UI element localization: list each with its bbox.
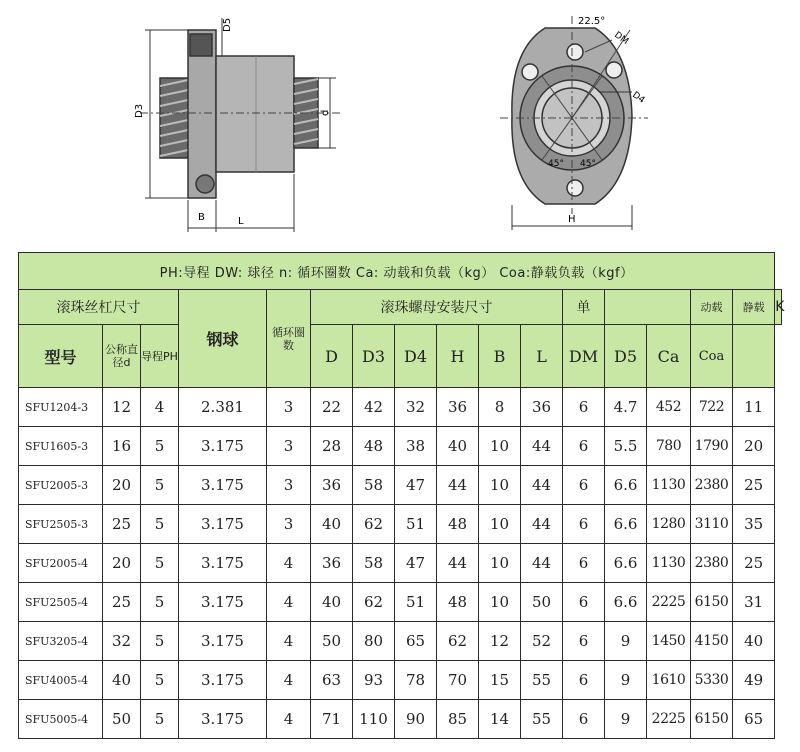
cell-ph: 5 <box>141 700 179 739</box>
cell-ball: 3.175 <box>179 622 267 661</box>
label-d: d <box>320 109 331 116</box>
cell-ca: 1280 <box>647 505 691 544</box>
header-col-Ca: Ca <box>647 325 691 388</box>
cell-b: 8 <box>479 388 521 427</box>
cell-ca: 1610 <box>647 661 691 700</box>
cell-coa: 5330 <box>691 661 733 700</box>
cell-n: 4 <box>267 700 311 739</box>
cell-d4: 47 <box>395 466 437 505</box>
cell-n: 4 <box>267 661 311 700</box>
cell-h: 44 <box>437 466 479 505</box>
cell-n: 3 <box>267 505 311 544</box>
cell-h: 70 <box>437 661 479 700</box>
header-col-D5: D5 <box>605 325 647 388</box>
cell-d4: 47 <box>395 544 437 583</box>
cell-d3: 93 <box>353 661 395 700</box>
cell-ca: 2225 <box>647 583 691 622</box>
cell-model: SFU2505-4 <box>19 583 103 622</box>
cell-d: 50 <box>103 700 141 739</box>
header-col-Coa: Coa <box>691 325 733 388</box>
header-dynamic: 动载 <box>691 290 733 325</box>
cell-l: 55 <box>521 700 563 739</box>
cell-l: 44 <box>521 505 563 544</box>
cell-coa: 6150 <box>691 583 733 622</box>
cell-k: 11 <box>733 388 775 427</box>
cell-ball: 3.175 <box>179 505 267 544</box>
cell-ball: 3.175 <box>179 700 267 739</box>
cell-d4: 90 <box>395 700 437 739</box>
cell-h: 36 <box>437 388 479 427</box>
table-row <box>19 427 782 466</box>
cell-dm: 6 <box>563 700 605 739</box>
cell-ph: 4 <box>141 388 179 427</box>
cell-dm: 6 <box>563 466 605 505</box>
cell-b: 10 <box>479 466 521 505</box>
header-circuits: 循环圈数 <box>267 290 311 388</box>
cell-ball: 2.381 <box>179 388 267 427</box>
cell-model: SFU1204-3 <box>19 388 103 427</box>
cell-k: 25 <box>733 544 775 583</box>
label-angle-right: 45° <box>580 159 596 169</box>
label-b: B <box>198 212 205 223</box>
cell-ball: 3.175 <box>179 544 267 583</box>
table-row <box>19 505 782 544</box>
cell-ca: 1450 <box>647 622 691 661</box>
header-col-H: H <box>437 325 479 388</box>
cell-ph: 5 <box>141 466 179 505</box>
table-row <box>19 583 782 622</box>
cell-ph: 5 <box>141 583 179 622</box>
label-l: L <box>238 216 244 227</box>
label-dm: DM <box>612 30 631 47</box>
cell-d: 32 <box>103 622 141 661</box>
cell-d: 36 <box>311 466 353 505</box>
cell-d3: 110 <box>353 700 395 739</box>
spec-table <box>18 252 785 739</box>
cell-d: 16 <box>103 427 141 466</box>
label-angle-left: 45° <box>548 159 564 169</box>
cell-model: SFU1605-3 <box>19 427 103 466</box>
header-unit: 单 <box>563 290 605 325</box>
cell-k: 31 <box>733 583 775 622</box>
label-h: H <box>568 214 576 225</box>
cell-ph: 5 <box>141 427 179 466</box>
cell-d: 25 <box>103 505 141 544</box>
label-angle-top: 22.5° <box>578 16 606 27</box>
label-d3: D3 <box>134 103 145 118</box>
cell-h: 44 <box>437 544 479 583</box>
cell-n: 3 <box>267 427 311 466</box>
cell-ball: 3.175 <box>179 466 267 505</box>
cell-l: 44 <box>521 466 563 505</box>
table-caption: PH:导程 DW: 球径 n: 循环圈数 Ca: 动载和负载（kg） Coa:静载负载（kgf） <box>19 253 775 290</box>
cell-model: SFU2005-4 <box>19 544 103 583</box>
cell-coa: 3110 <box>691 505 733 544</box>
cell-d3: 58 <box>353 466 395 505</box>
cell-l: 50 <box>521 583 563 622</box>
cell-ca: 1130 <box>647 544 691 583</box>
cell-l: 44 <box>521 427 563 466</box>
cell-model: SFU2505-3 <box>19 505 103 544</box>
cell-coa: 4150 <box>691 622 733 661</box>
cell-b: 10 <box>479 583 521 622</box>
cell-n: 4 <box>267 622 311 661</box>
label-d4: D4 <box>630 90 647 106</box>
cell-b: 10 <box>479 505 521 544</box>
table-body <box>19 388 782 739</box>
cell-ph: 5 <box>141 505 179 544</box>
cell-d: 25 <box>103 583 141 622</box>
label-d5: D5 <box>222 17 233 32</box>
header-col-K-blank <box>733 325 775 388</box>
cell-d4: 65 <box>395 622 437 661</box>
cell-d: 22 <box>311 388 353 427</box>
header-col-D3: D3 <box>353 325 395 388</box>
cell-dm: 6 <box>563 544 605 583</box>
cell-dm: 6 <box>563 622 605 661</box>
cell-l: 52 <box>521 622 563 661</box>
header-col-D: D <box>311 325 353 388</box>
header-screw-group: 滚珠丝杠尺寸 <box>19 290 179 325</box>
cell-d5: 5.5 <box>605 427 647 466</box>
header-model: 型号 <box>19 325 103 388</box>
cell-model: SFU2005-3 <box>19 466 103 505</box>
cell-d4: 51 <box>395 505 437 544</box>
cell-d: 40 <box>103 661 141 700</box>
cell-d: 40 <box>311 505 353 544</box>
cell-coa: 2380 <box>691 466 733 505</box>
cell-h: 85 <box>437 700 479 739</box>
cell-k: 25 <box>733 466 775 505</box>
cell-d3: 62 <box>353 505 395 544</box>
cell-model: SFU5005-4 <box>19 700 103 739</box>
cell-d4: 32 <box>395 388 437 427</box>
cell-h: 48 <box>437 583 479 622</box>
cell-b: 14 <box>479 700 521 739</box>
cell-dm: 6 <box>563 505 605 544</box>
header-k: K <box>775 290 782 325</box>
cell-l: 36 <box>521 388 563 427</box>
cell-ca: 452 <box>647 388 691 427</box>
cell-d: 12 <box>103 388 141 427</box>
cell-d5: 6.6 <box>605 466 647 505</box>
cell-d4: 78 <box>395 661 437 700</box>
cell-dm: 6 <box>563 583 605 622</box>
cell-ph: 5 <box>141 622 179 661</box>
cell-d: 71 <box>311 700 353 739</box>
cell-coa: 2380 <box>691 544 733 583</box>
cell-dm: 6 <box>563 661 605 700</box>
cell-dm: 6 <box>563 388 605 427</box>
table-row <box>19 661 782 700</box>
header-nut-group: 滚珠螺母安装尺寸 <box>311 290 563 325</box>
cell-d3: 80 <box>353 622 395 661</box>
cell-b: 10 <box>479 544 521 583</box>
cell-ph: 5 <box>141 544 179 583</box>
cell-d: 20 <box>103 544 141 583</box>
cell-b: 15 <box>479 661 521 700</box>
cell-b: 10 <box>479 427 521 466</box>
table-row <box>19 388 782 427</box>
cell-ball: 3.175 <box>179 661 267 700</box>
cell-d: 20 <box>103 466 141 505</box>
cell-model: SFU4005-4 <box>19 661 103 700</box>
cell-d5: 9 <box>605 700 647 739</box>
cell-k: 35 <box>733 505 775 544</box>
cell-h: 62 <box>437 622 479 661</box>
header-col-DM: DM <box>563 325 605 388</box>
cell-d5: 4.7 <box>605 388 647 427</box>
header-static: 静载 <box>733 290 775 325</box>
cell-ball: 3.175 <box>179 427 267 466</box>
header-col-L: L <box>521 325 563 388</box>
table-row <box>19 544 782 583</box>
cell-d: 50 <box>311 622 353 661</box>
cell-l: 55 <box>521 661 563 700</box>
header-nominal-dia: 公称直径d <box>103 325 141 388</box>
cell-d5: 6.6 <box>605 505 647 544</box>
side-view-drawing <box>140 18 340 232</box>
cell-coa: 1790 <box>691 427 733 466</box>
cell-n: 3 <box>267 466 311 505</box>
cell-k: 40 <box>733 622 775 661</box>
cell-d3: 48 <box>353 427 395 466</box>
cell-h: 48 <box>437 505 479 544</box>
header-col-B: B <box>479 325 521 388</box>
cell-d4: 38 <box>395 427 437 466</box>
cell-d5: 6.6 <box>605 583 647 622</box>
header-col-D4: D4 <box>395 325 437 388</box>
cell-d5: 9 <box>605 661 647 700</box>
cell-l: 44 <box>521 544 563 583</box>
table-row <box>19 466 782 505</box>
cell-dm: 6 <box>563 427 605 466</box>
header-lead: 导程PH <box>141 325 179 388</box>
cell-d5: 6.6 <box>605 544 647 583</box>
cell-coa: 722 <box>691 388 733 427</box>
cell-n: 3 <box>267 388 311 427</box>
cell-d3: 62 <box>353 583 395 622</box>
cell-d3: 58 <box>353 544 395 583</box>
cell-k: 20 <box>733 427 775 466</box>
cell-k: 65 <box>733 700 775 739</box>
cell-coa: 6150 <box>691 700 733 739</box>
front-view-drawing <box>500 16 648 230</box>
table-row <box>19 700 782 739</box>
cell-n: 4 <box>267 544 311 583</box>
cell-d: 36 <box>311 544 353 583</box>
header-unit-ext <box>605 290 691 325</box>
cell-d4: 51 <box>395 583 437 622</box>
cell-ca: 780 <box>647 427 691 466</box>
cell-h: 40 <box>437 427 479 466</box>
table-row <box>19 622 782 661</box>
cell-ball: 3.175 <box>179 583 267 622</box>
header-ball: 钢球 <box>179 290 267 388</box>
cell-ca: 2225 <box>647 700 691 739</box>
cell-d: 40 <box>311 583 353 622</box>
cell-b: 12 <box>479 622 521 661</box>
cell-d5: 9 <box>605 622 647 661</box>
cell-k: 49 <box>733 661 775 700</box>
cell-d3: 42 <box>353 388 395 427</box>
cell-ph: 5 <box>141 661 179 700</box>
cell-d: 28 <box>311 427 353 466</box>
cell-d: 63 <box>311 661 353 700</box>
cell-model: SFU3205-4 <box>19 622 103 661</box>
technical-drawings <box>0 0 800 245</box>
cell-ca: 1130 <box>647 466 691 505</box>
cell-n: 4 <box>267 583 311 622</box>
